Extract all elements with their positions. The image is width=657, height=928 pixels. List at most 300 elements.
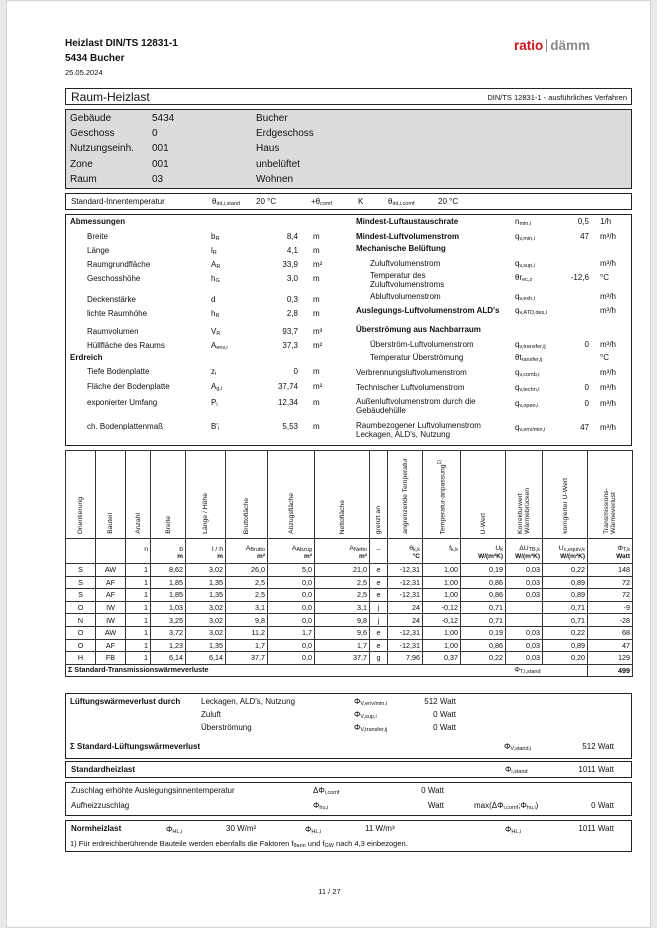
table-cell: 0,37 <box>423 652 461 665</box>
table-cell: 1,7 <box>226 639 268 652</box>
info-label-3: Zone <box>70 158 93 170</box>
temp-symbol-1: θint,i,stand <box>212 197 240 207</box>
dim-label-3: Geschosshöhe <box>87 274 141 283</box>
table-cell: S <box>66 564 96 577</box>
table-cell: 0,86 <box>461 639 506 652</box>
table-cell: 6,14 <box>186 652 226 665</box>
table-cell: 1,03 <box>151 601 186 614</box>
table-cell: 68 <box>588 626 633 639</box>
norm-heat-load-label: Normheizlast <box>71 824 122 833</box>
vent-unit-11: m³/h <box>600 383 616 392</box>
vent-value-13: 47 <box>580 423 589 432</box>
info-code-4: 03 <box>152 173 164 185</box>
transmission-table <box>65 450 633 677</box>
table-cell: 0,89 <box>543 589 588 602</box>
ground-unit-1: m² <box>313 382 323 391</box>
ground-unit-0: m <box>313 367 320 376</box>
unit-symbol-8: – <box>370 539 388 553</box>
dim-symbol-7: Aenv,i <box>211 341 228 351</box>
ventilation-loss-sum-label: Σ Standard-Lüftungswärmeverlust <box>70 742 201 751</box>
method-label: DIN/TS 12831-1 - ausführliches Verfahren <box>487 93 627 102</box>
transmission-sum-value: 499 <box>588 664 633 676</box>
unit-symbol-3: b <box>151 539 186 553</box>
unit-symbol-4: l / h <box>186 539 226 553</box>
table-row <box>66 652 633 665</box>
vent-symbol-4: θrec,z <box>515 273 533 283</box>
info-code-0: 5434 <box>152 113 175 124</box>
transmission-sum-label: Σ Standard-Transmissionswärmeverluste ΦT,i,stand <box>66 664 543 676</box>
unit-dim-4: m <box>186 553 226 564</box>
temp-value-1: 20 °C <box>256 197 277 206</box>
table-cell: 1,00 <box>423 576 461 589</box>
unit-symbol-6: AAbzug <box>268 539 315 553</box>
dim-value-3: 3,0 <box>286 274 298 283</box>
dim-label-4: Deckenstärke <box>87 295 136 304</box>
col-header-14: Transmissions-Wärmeverlust <box>588 451 633 539</box>
standard-load-row <box>65 761 632 778</box>
info-code-2: 001 <box>152 143 169 155</box>
unit-dim-5: m² <box>226 553 268 564</box>
dim-unit-2: m² <box>313 260 323 269</box>
table-cell: 9,8 <box>315 614 370 627</box>
ground-value-1: 37,74 <box>277 382 298 391</box>
temp-symbol-2: +θcomf <box>311 197 333 207</box>
table-cell: 1,23 <box>151 639 186 652</box>
ground-value-2: 12,34 <box>277 398 298 407</box>
table-cell: 37,7 <box>226 652 268 665</box>
table-cell: 0,0 <box>268 639 315 652</box>
vent-unit-6: m³/h <box>600 306 616 315</box>
table-cell: 1 <box>126 626 151 639</box>
vent-label-1: Mindest-Luftvolumenstrom <box>356 232 460 241</box>
table-cell: 1 <box>126 601 151 614</box>
vent-symbol-9: θtransfer,ij <box>515 353 543 363</box>
dim-value-5: 2,8 <box>286 309 298 318</box>
table-cell: 37,7 <box>315 652 370 665</box>
vent-unit-12: m³/h <box>600 399 616 408</box>
table-cell: 11,2 <box>226 626 268 639</box>
table-cell: 3,02 <box>186 564 226 577</box>
comfort-supplement-label: Zuschlag erhöhte Auslegungsinnentemperatur <box>71 786 235 795</box>
norm-load-value-volume: 11 W/m³ <box>365 824 395 833</box>
vent-loss-label-leakage: Leckagen, ALD's, Nutzung <box>201 697 296 706</box>
table-cell: e <box>370 626 388 639</box>
table-cell: 1,7 <box>315 639 370 652</box>
vent-label-13: Raumbezogener Luftvolumenstrom Leckagen, ALD's, Nutzung <box>356 421 481 439</box>
table-cell: 0,19 <box>461 564 506 577</box>
supplements-box <box>65 782 632 816</box>
supplement-max-formula: max(ΔΦi,comf;Φhu,i) <box>474 801 539 811</box>
table-cell: 0,0 <box>268 601 315 614</box>
vent-loss-symbol-transfer: ΦV,transfer,ij <box>354 723 388 733</box>
vent-label-2: Mechanische Belüftung <box>356 244 446 253</box>
vent-label-6: Auslegungs-Luftvolumenstrom ALD's <box>356 306 500 315</box>
vent-value-12: 0 <box>584 399 589 408</box>
section-title-box <box>65 88 632 105</box>
table-cell: 1,85 <box>151 576 186 589</box>
table-cell: 1 <box>126 576 151 589</box>
col-header-1: Bauteil <box>96 451 126 539</box>
table-cell: 1 <box>126 652 151 665</box>
dim-symbol-5: hR <box>211 309 220 319</box>
vent-unit-4: °C <box>600 273 609 282</box>
table-cell: O <box>66 639 96 652</box>
temp-value-3: 20 °C <box>438 197 459 206</box>
table-cell: 1,00 <box>423 564 461 577</box>
ground-value-3: 5,53 <box>282 422 298 431</box>
dim-symbol-4: d <box>211 295 216 304</box>
table-cell: AW <box>96 626 126 639</box>
dim-label-2: Raumgrundfläche <box>87 260 151 269</box>
table-cell: 24 <box>388 601 423 614</box>
table-cell: 0,03 <box>506 652 543 665</box>
table-cell: 6,14 <box>151 652 186 665</box>
vent-loss-label-supply: Zuluft <box>201 710 222 719</box>
table-cell: 9,8 <box>226 614 268 627</box>
unit-dim-13: W/(m²K) <box>543 553 588 564</box>
col-header-13: korrigierter U-Wert <box>543 451 588 539</box>
vent-symbol-12: qv,open,i <box>515 399 539 409</box>
table-cell: -12,31 <box>388 639 423 652</box>
col-header-3: Breite <box>151 451 186 539</box>
project-name: 5434 Bucher <box>65 53 125 64</box>
ground-value-0: 0 <box>293 367 298 376</box>
section-title: Raum-Heizlast <box>71 90 150 104</box>
table-cell: 0,0 <box>268 652 315 665</box>
table-cell: -0,12 <box>423 614 461 627</box>
unit-symbol-7: ANetto <box>315 539 370 553</box>
unit-dim-7: m² <box>315 553 370 564</box>
vent-symbol-3: qv,sup,i <box>515 259 535 269</box>
vent-label-3: Zuluftvolumenstrom <box>370 259 441 268</box>
table-cell: 1,35 <box>186 589 226 602</box>
table-cell: 21,0 <box>315 564 370 577</box>
unit-symbol-2: n <box>126 539 151 553</box>
table-cell: -28 <box>588 614 633 627</box>
unit-symbol-5: ABrutto <box>226 539 268 553</box>
table-cell: 0,71 <box>543 614 588 627</box>
dim-value-6: 93,7 <box>282 327 298 336</box>
table-cell: 72 <box>588 576 633 589</box>
table-cell: 8,62 <box>151 564 186 577</box>
col-header-12: Korrekturwert Wärmebrücken <box>506 451 543 539</box>
dim-label-1: Länge <box>87 246 110 255</box>
table-cell: 0,03 <box>506 564 543 577</box>
table-row <box>66 564 633 577</box>
col-header-7: Nettofläche <box>315 451 370 539</box>
interior-temperature-row <box>65 193 632 210</box>
vent-label-8: Überström-Luftvolumenstrom <box>370 340 474 349</box>
table-cell: 1,00 <box>423 626 461 639</box>
ventilation-loss-sum-symbol: ΦV,stand,i <box>504 742 532 752</box>
table-cell: 0,22 <box>543 564 588 577</box>
dim-value-1: 4,1 <box>286 246 298 255</box>
unit-symbol-0 <box>66 539 96 553</box>
table-cell: 0,22 <box>543 626 588 639</box>
table-cell: 3,02 <box>186 601 226 614</box>
unit-dim-2 <box>126 553 151 564</box>
norm-heat-load-box <box>65 820 632 852</box>
vent-loss-symbol-supply: ΦV,sup,i <box>354 710 377 720</box>
unit-dim-6: m² <box>268 553 315 564</box>
unit-dim-0 <box>66 553 96 564</box>
table-row <box>66 639 633 652</box>
table-cell: 2,5 <box>226 576 268 589</box>
dimensions-ventilation-box <box>65 214 632 446</box>
col-header-2: Anzahl <box>126 451 151 539</box>
unit-dim-1 <box>96 553 126 564</box>
table-cell: 0,71 <box>543 601 588 614</box>
col-header-8: grenzt an <box>370 451 388 539</box>
table-cell: j <box>370 601 388 614</box>
table-cell: e <box>370 576 388 589</box>
document-page <box>6 0 651 928</box>
dim-symbol-1: lR <box>211 246 217 256</box>
page-number: 11 / 27 <box>318 887 341 896</box>
supplement-max-value: 0 Watt <box>591 801 614 810</box>
vent-symbol-6: qv,ATD,des,i <box>515 306 548 316</box>
table-cell: 0,03 <box>506 589 543 602</box>
table-cell: AF <box>96 639 126 652</box>
vent-symbol-10: qv,comb,i <box>515 368 540 378</box>
unit-dim-12: W/(m²K) <box>506 553 543 564</box>
table-cell: 1,7 <box>268 626 315 639</box>
standard-load-value: 1011 Watt <box>578 765 614 774</box>
ground-heading: Erdreich <box>70 353 103 362</box>
dim-label-6: Raumvolumen <box>87 327 139 336</box>
dim-symbol-2: AR <box>211 260 221 270</box>
table-row <box>66 614 633 627</box>
table-cell: e <box>370 564 388 577</box>
info-label-4: Raum <box>70 173 97 185</box>
heatup-supplement-symbol: Φhu,i <box>313 801 329 811</box>
table-row <box>66 589 633 602</box>
table-cell: FB <box>96 652 126 665</box>
table-cell: -9 <box>588 601 633 614</box>
table-cell: AW <box>96 564 126 577</box>
info-name-4: Wohnen <box>256 173 294 185</box>
temp-symbol-3: θint,i,comf <box>388 197 415 207</box>
table-cell: 0,0 <box>268 614 315 627</box>
table-cell: 0,0 <box>268 589 315 602</box>
vent-value-8: 0 <box>584 340 589 349</box>
table-cell: 1,35 <box>186 639 226 652</box>
norm-load-value-total: 1011 Watt <box>578 824 614 833</box>
ground-unit-2: m <box>313 398 320 407</box>
col-header-4: Länge / Höhe <box>186 451 226 539</box>
norm-load-symbol-area: ΦHL,i <box>166 825 183 835</box>
dim-unit-4: m <box>313 295 320 304</box>
table-cell: 0,20 <box>543 652 588 665</box>
table-cell: g <box>370 652 388 665</box>
vent-label-5: Abluftvolumenstrom <box>370 292 441 301</box>
table-cell: -12,31 <box>388 589 423 602</box>
unit-symbol-14: ΦT,k <box>588 539 633 553</box>
comfort-supplement-value: 0 Watt <box>421 786 444 795</box>
norm-load-symbol-volume: ΦHL,i <box>305 825 322 835</box>
table-cell: e <box>370 589 388 602</box>
table-cell: 0,03 <box>506 626 543 639</box>
table-cell: e <box>370 639 388 652</box>
dim-symbol-3: hG <box>211 274 220 284</box>
table-cell: 0,22 <box>461 652 506 665</box>
vent-unit-1: m³/h <box>600 232 616 241</box>
vent-unit-8: m³/h <box>600 340 616 349</box>
dim-unit-0: m <box>313 232 320 241</box>
vent-label-9: Temperatur Überströmung <box>370 353 464 362</box>
table-cell: j <box>370 614 388 627</box>
vent-symbol-11: qv,techn,i <box>515 383 540 393</box>
table-row <box>66 576 633 589</box>
vent-label-4: Temperatur des Zuluftvolumenstroms <box>370 271 445 289</box>
table-row <box>66 601 633 614</box>
norm-load-symbol-total: ΦHL,i <box>505 825 522 835</box>
vent-label-12: Außenluftvolumenstrom durch die Gebäudehülle <box>356 397 476 415</box>
table-cell: S <box>66 576 96 589</box>
table-cell: 1 <box>126 589 151 602</box>
dim-unit-3: m <box>313 274 320 283</box>
vent-unit-0: 1/h <box>600 217 612 226</box>
heatup-supplement-value: Watt <box>427 801 444 810</box>
table-cell: 0,89 <box>543 576 588 589</box>
dim-unit-6: m³ <box>313 327 323 336</box>
vent-label-0: Mindest-Luftaustauschrate <box>356 217 459 226</box>
table-cell: 0,89 <box>543 639 588 652</box>
table-cell: 0,03 <box>506 576 543 589</box>
info-code-3: 001 <box>152 158 169 170</box>
dim-label-7: Hüllfläche des Raums <box>87 341 165 350</box>
info-name-2: Haus <box>256 143 280 155</box>
table-cell: 3,25 <box>151 614 186 627</box>
table-cell: AF <box>96 589 126 602</box>
vent-unit-13: m³/h <box>600 423 616 432</box>
report-date: 25.05.2024 <box>65 68 103 77</box>
standard-load-symbol: Φi,stand <box>505 765 528 775</box>
table-cell: AF <box>96 576 126 589</box>
table-cell: IW <box>96 601 126 614</box>
dim-unit-7: m² <box>313 341 323 350</box>
table-cell: -12,31 <box>388 576 423 589</box>
table-cell: S <box>66 589 96 602</box>
unit-dim-9: °C <box>388 553 423 564</box>
vent-value-4: -12,6 <box>570 273 589 282</box>
comfort-supplement-symbol: ΔΦi,comf <box>313 786 340 796</box>
unit-symbol-1 <box>96 539 126 553</box>
interior-temperature-label: Standard-Innentemperatur <box>71 197 165 206</box>
table-cell: 2,5 <box>226 589 268 602</box>
unit-symbol-11: Uk <box>461 539 506 553</box>
col-header-6: Abzugsfläche <box>268 451 315 539</box>
table-cell: 0,0 <box>268 576 315 589</box>
vent-unit-9: °C <box>600 353 609 362</box>
table-cell: IW <box>96 614 126 627</box>
col-header-0: Orientierung <box>66 451 96 539</box>
info-label-0: Gebäude <box>70 113 112 124</box>
dim-value-0: 8,4 <box>286 232 298 241</box>
col-header-9: angrenzende Temperatur <box>388 451 423 539</box>
table-cell: 3,1 <box>226 601 268 614</box>
table-cell: 0,71 <box>461 601 506 614</box>
vent-label-10: Verbrennungsluftvolumenstrom <box>356 368 467 377</box>
ground-symbol-2: Pi <box>211 398 218 408</box>
table-cell: 2,5 <box>315 576 370 589</box>
ground-unit-3: m <box>313 422 320 431</box>
table-cell: O <box>66 601 96 614</box>
ground-symbol-0: zi <box>211 367 217 377</box>
table-cell: 9,6 <box>315 626 370 639</box>
col-header-10: Temperatur-anpassung$^{1)}$ <box>423 451 461 539</box>
ventilation-loss-heading: Lüftungswärmeverlust durch <box>70 697 181 706</box>
info-label-1: Geschoss <box>70 128 115 140</box>
vent-loss-value-leakage: 512 Watt <box>424 697 456 706</box>
heatup-supplement-label: Aufheizzuschlag <box>71 801 130 810</box>
vent-loss-symbol-leakage: ΦV,env/min,i <box>354 697 388 707</box>
unit-dim-10 <box>423 553 461 564</box>
table-cell <box>506 601 543 614</box>
dim-unit-5: m <box>313 309 320 318</box>
vent-unit-10: m³/h <box>600 368 616 377</box>
table-cell: 1,85 <box>151 589 186 602</box>
vent-value-11: 0 <box>584 383 589 392</box>
table-cell: -12,31 <box>388 564 423 577</box>
vent-symbol-8: qv,transfer,ij <box>515 340 546 350</box>
table-cell: 3,72 <box>151 626 186 639</box>
vent-loss-value-transfer: 0 Watt <box>433 723 456 732</box>
table-cell: 148 <box>588 564 633 577</box>
dim-symbol-0: bR <box>211 232 220 242</box>
table-cell: 0,03 <box>506 639 543 652</box>
table-cell: 26,0 <box>226 564 268 577</box>
table-cell: 3,02 <box>186 614 226 627</box>
ground-symbol-3: B'i <box>211 422 220 432</box>
vent-label-7: Überströmung aus Nachbarraum <box>356 325 481 334</box>
table-cell: 2,5 <box>315 589 370 602</box>
ground-label-0: Tiefe Bodenplatte <box>87 367 150 376</box>
vent-value-0: 0,5 <box>577 217 589 226</box>
vent-symbol-0: nmin,i <box>515 217 532 227</box>
info-name-3: unbelüftet <box>256 158 300 170</box>
vent-symbol-13: qv,env/min,i <box>515 423 546 433</box>
table-cell: 129 <box>588 652 633 665</box>
table-row <box>66 626 633 639</box>
unit-dim-3: m <box>151 553 186 564</box>
table-cell: N <box>66 614 96 627</box>
table-cell: H <box>66 652 96 665</box>
table-cell: 24 <box>388 614 423 627</box>
col-header-5: Bruttofläche <box>226 451 268 539</box>
table-cell: O <box>66 626 96 639</box>
table-cell: 7,96 <box>388 652 423 665</box>
report-title: Heizlast DIN/TS 12831-1 <box>65 38 178 49</box>
table-cell: 5,0 <box>268 564 315 577</box>
dim-unit-1: m <box>313 246 320 255</box>
dim-value-4: 0,3 <box>286 295 298 304</box>
table-cell: 1 <box>126 564 151 577</box>
vent-label-11: Technischer Luftvolumenstrom <box>356 383 465 392</box>
table-cell: 1,00 <box>423 589 461 602</box>
col-header-11: U-Wert <box>461 451 506 539</box>
vent-value-1: 47 <box>580 232 589 241</box>
ground-symbol-1: Ag,i <box>211 382 223 392</box>
info-code-1: 0 <box>152 128 158 140</box>
dim-value-7: 37,3 <box>282 341 298 350</box>
table-cell: -12,31 <box>388 626 423 639</box>
table-cell: 1,35 <box>186 576 226 589</box>
unit-dim-14: Watt <box>588 553 633 564</box>
table-cell: 1 <box>126 614 151 627</box>
dim-label-0: Breite <box>87 232 108 241</box>
vent-symbol-5: qv,exh,i <box>515 292 535 302</box>
